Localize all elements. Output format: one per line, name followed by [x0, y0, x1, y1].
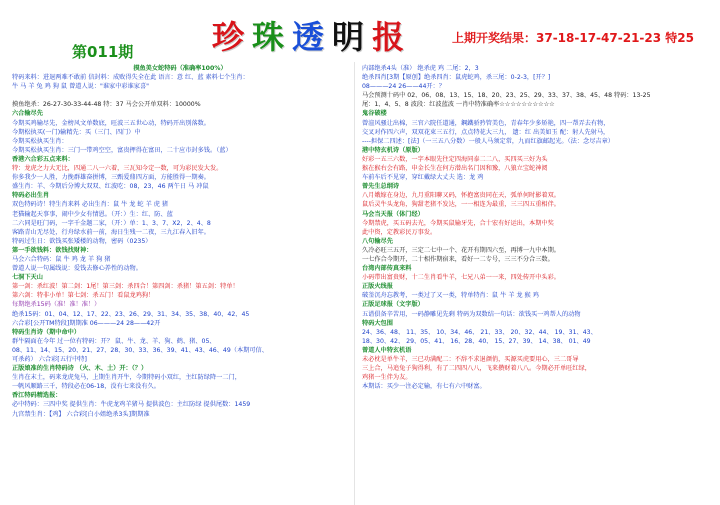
left-page: [12, 64, 348, 500]
left-text-line: 九宫禁生肖：【鸡】 六合彩[白小姐绝杀3头]期期准: [12, 410, 150, 418]
left-text-line: 今期买松执买生肖：: [12, 137, 68, 145]
right-text-line: 破釜沉舟忘教考，一类过了又一类，特单特肖：鼠 牛 羊 龙 猴 鸡: [362, 292, 539, 300]
right-text-line: 内部绝杀4头（准） 绝杀虎 鸡 二尾：2，3: [362, 65, 479, 72]
right-text-line: 24、36、48、 11、35、 10、34、46、 21、33、 20、32、44、 19、31、43、: [362, 328, 597, 336]
right-text-line: 一七作合今期开，二十相作期宿来，看好一二专号，三三不分合三数。: [362, 255, 554, 263]
right-text-line: 今期禁虎，买五码去光，今期买鼠输牙先，合十宏有好运出，本期中奖: [362, 219, 554, 227]
left-text-line: 今期松执买(一门)输精先：买（三门、四门）中: [12, 128, 141, 136]
left-text-line: 08、11、14、15、20、21、27、28、30、33、36、39、41、43、46、49（本期可信、: [12, 346, 268, 354]
left-text-line: 今期买鸡输尽先，金榜风文单数底，旺波三五世心动，特码开出别落数。: [12, 119, 210, 127]
right-text-line: 鸡猪一生伴为友。: [362, 374, 412, 382]
left-text-line: 牛 马 羊 兔 鸡 狗 鼠 曾道人说："谁家中彩谁家喜": [12, 83, 150, 91]
left-text-line: 特码必出生肖: [12, 192, 50, 200]
right-text-line: 尾：1、4、5、8 波段：红波蓝波 一肖中特准确率☆☆☆☆☆☆☆☆☆☆: [362, 101, 555, 109]
left-text-line: [12, 91, 348, 100]
left-text-line: 绝杀15码：01、04、12、17、22、23、26、29、31、34、35、38、40、42、45: [12, 310, 250, 318]
left-text-line: 客路青山无尽处，行舟绿水前一前，海日生残一二夜，三九江春入旧年。: [12, 228, 210, 236]
left-text-line: 老猫输起天事事，闹中少女有情恩。（开：）生：红、防、蓝: [12, 210, 173, 218]
left-text-line: 特：龙虎之力大无比，四通二八一六着，三瓦知今定一数，可为彩民发大发。: [12, 165, 223, 173]
right-text-line: 正版火线报: [362, 283, 393, 291]
title-char: 明: [332, 18, 367, 56]
left-text-line: 特码来料：进退两难不敢前 信封料：成败得失全在此 语言：意 红、蓝 素料七个生肖：: [12, 74, 249, 82]
left-text-line: 香江特码精选报：: [12, 392, 62, 400]
right-text-line: 港中特玄机诗（原版）: [362, 146, 424, 154]
left-text-line: 马会六合特码：鼠 牛 鸡 龙 羊 狗 猪: [12, 255, 111, 263]
left-text-line: 七洞下天山: [12, 274, 43, 282]
right-page: [362, 64, 712, 500]
right-text-line: 鼠后灵牛头龙角，狗甜老猪不发达，一一相连为最重，三三四五重相伴。: [362, 201, 560, 209]
right-text-line: 八月娥嫁在身边，九月重阳聊又码，怀抱富贵同在天，弧单何时影着双。: [362, 192, 560, 200]
right-text-line: 绝杀四肖[3期【原创】绝杀四肖：鼠虎蛇鸡，杀三尾：0-2-3，[开？]: [362, 74, 551, 82]
left-text-line: 二六同是旺门码，一字千金题二家，（开：）单：1、3、7、X2，2、4、8: [12, 219, 211, 227]
right-text-line: 正版足球报（文字版）: [362, 301, 424, 309]
last-draw-result: 上期开奖结果：37-18-17-47-21-23 特25: [452, 31, 694, 45]
right-text-line: 车前车后不见穿，穿红戴绿大丈夫 选：龙 鸡: [362, 174, 484, 182]
right-text-line: 台湾内部传真来料: [362, 265, 412, 273]
left-text-line: 特码过生日：欲钱买张矮楼的动物，密码（0235）: [12, 237, 152, 245]
title-char: 报: [372, 18, 407, 56]
right-text-line: 本期话：买少一注必定输，有七有六中财富。: [362, 383, 486, 391]
right-text-line: ----担保二四述：[法]（一三五八分数）一般人马须定常，九而红旗邮起光。（法：念尽吉章）: [362, 137, 614, 145]
right-text-line: 小码带出富贵财，十二生肖看牛羊，七兄八弟一一来，四处传开中头彩。: [362, 274, 560, 282]
right-text-line: 未必枕是单牛羊，三已功满配二：不辞不求退颜俏，买源买虎要用心，三二哥导: [362, 356, 579, 363]
right-text-line: 交叉对作四六声，双双花束三五行，点点特花大三九， 遗：红 出美如玉 配：射人先射马，: [362, 128, 610, 136]
right-text-line: 三上合，马追兔子狗得利，有了二四四八八，飞来攒财着八八。今期必开单旺红绿，: [362, 365, 591, 373]
right-text-line: 五谱俱备辛苦用，一码静雕见先剩 特码为双数结一句话：欲钱买一鸡帮人的动物: [362, 310, 581, 318]
right-text-line: 好彩一五三六数，一字本眼先往定四海同泰二二八，买四买三好为头: [362, 155, 548, 163]
left-text-line: 第六剑：特非小单！第七剑：杀五门！看鼠龙鸡狗！: [12, 292, 155, 300]
left-text-line: 你多我少一人胜，力挽群雄奋拼博，三甄爱鼎四方面，方能胜得一期奏。: [12, 174, 210, 182]
left-text-line: 摸鱼绝杀：26-27-30-33-44-48 特：37 马会公开单双料：10000%: [12, 101, 201, 109]
left-text-line: 可杀药） 六合彩[五行中特]: [12, 356, 87, 363]
right-text-line: 马会预测十码中 02、06、08、13、15、18、20、23、25、29、33、37、38、45、48 特码：13-25: [362, 92, 651, 100]
left-text-line: 必中特码：三四中奖 提供生肖：牛虎龙鸡羊猪马 提供波色：主红防绿 提供尾数：1459: [12, 401, 251, 409]
title-char: 珠: [252, 18, 287, 56]
right-text-line: 特码大包围: [362, 319, 393, 327]
right-text-line: 曾渲风骚让出棉，三官六院任道通，鋼鐵骄矜管美色，青春年少多矫艳，四一帮弄去有物，: [362, 119, 610, 127]
right-text-line: 18、30、42、 29、05、41、 16、28、40、 15、27、39、 14、38、 01、49: [362, 337, 591, 345]
title-char: 透: [292, 18, 327, 56]
right-text-line: 鬼谷破楼: [362, 110, 387, 118]
left-text-line: 六合输尽先: [12, 110, 43, 118]
left-text-line: 今期买松执买生肖：三门一带鸡空空，富贵押得在富田，二十应市封多钱。（蓝）: [12, 146, 232, 154]
issue-number: 第011期: [72, 43, 134, 61]
left-text-line: 六合彩[公开TM特段]期期准 06———24 28——42开: [12, 319, 161, 327]
newspaper-title: [212, 12, 406, 58]
right-text-line: 猴在猴右会有路，申金长生在何方潜出名门因和豫，八狼立宝蛇神阅: [362, 165, 548, 173]
right-text-line: 久冷必旺三五开，三定二七中一个、花开有期四六至，再博一九中本期。: [362, 246, 560, 254]
page-header: [0, 0, 720, 62]
left-text-line: 第一剑：杀红波！第二剑：1尾！第三剑：杀四合！第四剑：杀猪！第五剑：特单！: [12, 283, 239, 291]
left-text-line: 群牛隔面在今年 过一位有特码：开？ 鼠、牛、龙、羊、狗、鹤、猪、05、: [12, 337, 216, 345]
left-text-line: 双色特码诗！特生肖来料 必出生肖：鼠 牛 龙 蛇 羊 虎 猪: [12, 201, 169, 209]
left-text-line: 香港六合彩五点来料：: [12, 155, 74, 163]
title-char: 珍: [212, 18, 247, 56]
right-text-line: 曾先生总纲诗: [362, 183, 400, 191]
left-text-line: 摸鱼美女蛇特码（准确率100%）: [133, 65, 227, 72]
right-text-line: 八句输尽先: [362, 237, 393, 245]
left-text-line: 每期绝杀15码（准！准！准！）: [12, 301, 101, 309]
right-text-line: 曾道人中特玄机语: [362, 346, 412, 354]
right-text-line: 此中资，定教彩民万事发。: [362, 228, 437, 236]
left-text-line: 特码生肖诗（期中命中）: [12, 328, 81, 336]
right-text-line: 马会当天报（体门经）: [362, 210, 424, 218]
page-divider: [354, 62, 355, 505]
left-text-line: 正版娘准的生肖特码诗 （火、木、土）开：（？）: [12, 365, 148, 373]
left-text-line: 生肖在末土，码来龙虎兔马，上期生肖开牛，今期特码小双红，主红防绿降一二门，: [12, 374, 241, 382]
left-text-line: 第一手欲钱料：欲钱找财神：: [12, 246, 93, 254]
left-text-line: 一帆风顺路三千，特段必在06-18，没有七来没有久。: [12, 383, 160, 391]
left-text-line: 曾道人说一句属线说：爱钱去修心养性的动物。: [12, 265, 142, 273]
left-text-line: 盛生肖：羊、今期后分博大双双、红波吃：08，23，46 两午日 马 冲鼠: [12, 183, 209, 191]
right-text-line: 08———24 26——44开：？: [362, 83, 445, 91]
